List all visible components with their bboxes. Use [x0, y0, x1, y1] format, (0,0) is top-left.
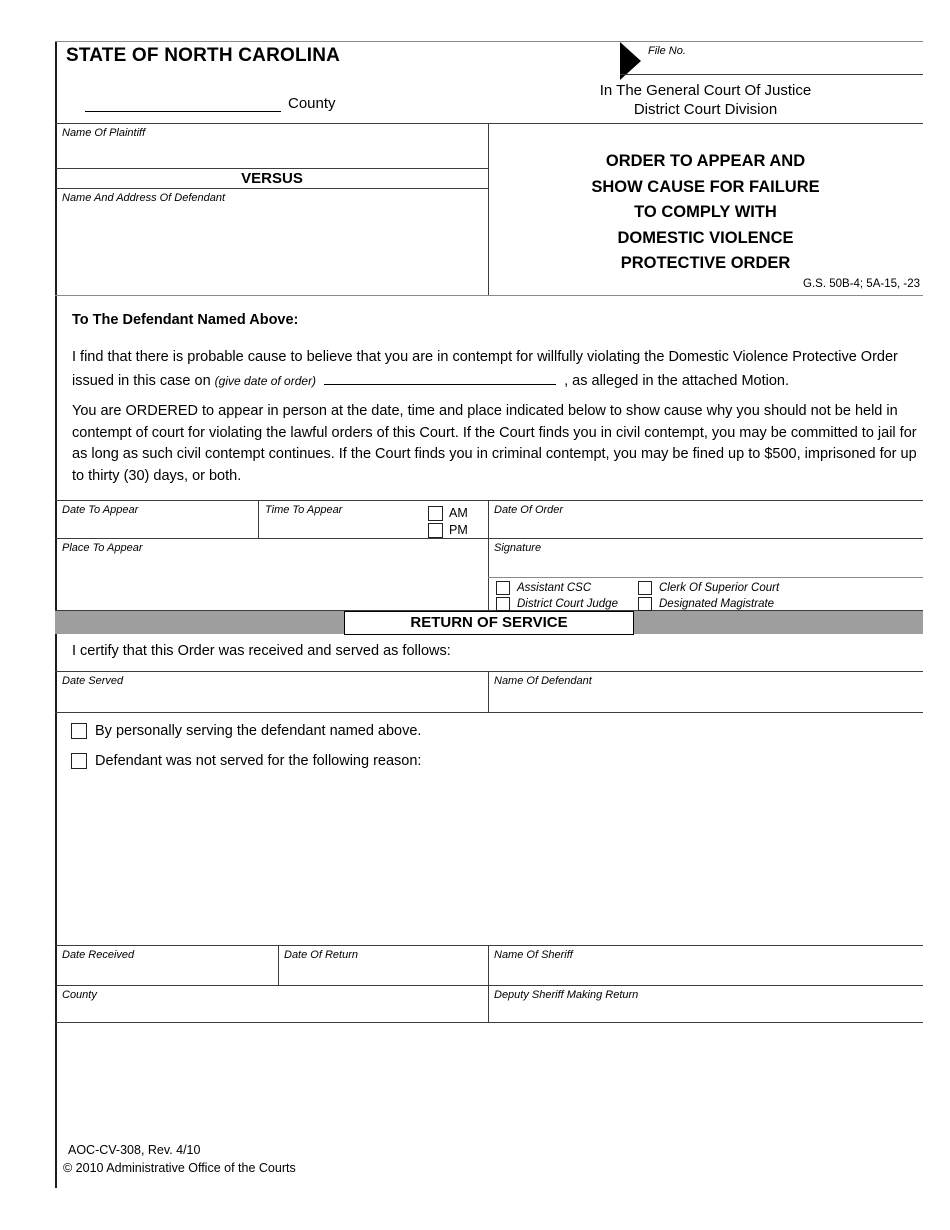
form-title-line: DOMESTIC VIOLENCE [617, 228, 794, 247]
form-number: AOC-CV-308, Rev. 4/10 [68, 1143, 201, 1157]
statute-citation: G.S. 50B-4; 5A-15, -23 [803, 278, 920, 290]
am-checkbox[interactable] [428, 506, 443, 521]
date-served-label: Date Served [62, 675, 124, 687]
defendant-label: Name And Address Of Defendant [62, 192, 226, 204]
sheriff-county-label: County [62, 989, 97, 1001]
sheriff-divider-2 [488, 945, 489, 1022]
assistant-csc-checkbox[interactable] [496, 581, 510, 595]
district-court-judge-checkbox[interactable] [496, 597, 510, 611]
salutation: To The Defendant Named Above: [72, 312, 299, 328]
form-title-line: PROTECTIVE ORDER [620, 254, 791, 272]
date-to-appear-field[interactable] [57, 516, 255, 536]
file-no-underline [620, 74, 923, 75]
paragraph-ordered: You are ORDERED to appear in person at the date, time and place indicated below to show cause why you should not be held in contempt of court for violating the lawful orders of this Court. If the Court finds you in civil contempt, you may be committed to jail for as long as such civil contempt continues. If the Court finds you in criminal contempt, you may be fined up to $500, imprisoned for up to thirty (30) days, or both. [72, 403, 917, 484]
rule-caption-bottom [55, 295, 923, 296]
assistant-csc-label: Assistant CSC [517, 582, 592, 594]
date-served-field[interactable] [57, 688, 485, 710]
date-of-return-label: Date Of Return [284, 949, 358, 961]
form-title-line: SHOW CAUSE FOR FAILURE [591, 177, 820, 196]
date-received-label: Date Received [62, 949, 135, 961]
rule-sheriff-bottom [55, 1022, 923, 1023]
return-of-service-bar [55, 611, 923, 634]
served-divider [488, 671, 489, 712]
date-received-field[interactable] [57, 962, 275, 983]
rule-sheriff-mid [55, 985, 923, 986]
clerk-superior-court-label: Clerk Of Superior Court [659, 582, 780, 594]
rule-sheriff-top [55, 945, 923, 946]
form-title-line: ORDER TO APPEAR AND [605, 152, 806, 170]
designated-magistrate-label: Designated Magistrate [659, 598, 775, 610]
designated-magistrate-checkbox[interactable] [638, 597, 652, 611]
not-served-label: Defendant was not served for the following reason: [95, 753, 422, 769]
plaintiff-label: Name Of Plaintiff [62, 127, 146, 139]
place-to-appear-label: Place To Appear [62, 542, 143, 554]
return-of-service-title: RETURN OF SERVICE [344, 611, 634, 635]
copyright: © 2010 Administrative Office of the Courts [63, 1161, 296, 1175]
clerk-superior-court-checkbox[interactable] [638, 581, 652, 595]
form-title-line: TO COMPLY WITH [634, 203, 777, 221]
district-court-judge-label: District Court Judge [517, 598, 618, 610]
date-of-order-label: Date Of Order [494, 504, 564, 516]
name-of-sheriff-field[interactable] [491, 962, 919, 983]
versus-row: VERSUS [56, 168, 488, 189]
appear-divider-2 [488, 500, 489, 610]
time-to-appear-field[interactable] [261, 516, 421, 536]
date-of-return-field[interactable] [281, 962, 485, 983]
rule-top [55, 41, 923, 42]
para1-text: I find that there is probable cause to believe that you are in contempt for willfully violating the Domestic Violence Protective Order issued in this case on [72, 349, 898, 389]
court-line2: District Court Division [633, 101, 778, 118]
rule-served-bottom [55, 712, 923, 713]
file-no-field[interactable] [648, 56, 918, 73]
caption-center-divider [488, 123, 489, 295]
name-of-sheriff-label: Name Of Sheriff [494, 949, 573, 961]
place-to-appear-field[interactable] [57, 555, 485, 607]
signature-field[interactable] [491, 554, 919, 576]
plaintiff-field[interactable] [57, 140, 485, 166]
rule-caption-top [55, 123, 923, 124]
para1-hint: (give date of order) [214, 373, 317, 388]
para1-text-after: , as alleged in the attached Motion. [564, 372, 790, 389]
pm-label: PM [449, 523, 468, 537]
file-no-label: File No. [648, 45, 686, 57]
time-to-appear-label: Time To Appear [265, 504, 343, 516]
signature-label: Signature [494, 542, 542, 554]
appear-divider-1 [258, 500, 259, 538]
rule-appear-top [55, 500, 923, 501]
rule-served-top [55, 671, 923, 672]
sheriff-divider-1 [278, 945, 279, 985]
court-line1: In The General Court Of Justice [599, 82, 812, 99]
state-title: STATE OF NORTH CAROLINA [66, 45, 341, 66]
form-title [492, 149, 919, 277]
pm-checkbox[interactable] [428, 523, 443, 538]
date-of-order-fill-line[interactable] [324, 369, 556, 385]
deputy-sheriff-field[interactable] [491, 1001, 919, 1020]
date-to-appear-label: Date To Appear [62, 504, 139, 516]
signature-underline [488, 577, 923, 578]
am-label: AM [449, 506, 468, 520]
court-division-heading [488, 81, 923, 119]
name-of-defendant-label: Name Of Defendant [494, 675, 592, 687]
served-personally-checkbox[interactable] [71, 723, 87, 739]
deputy-sheriff-label: Deputy Sheriff Making Return [494, 989, 639, 1001]
county-input-line[interactable] [85, 95, 281, 112]
paragraph-probable-cause [72, 347, 920, 392]
rule-appear-mid [55, 538, 923, 539]
certify-text: I certify that this Order was received and served as follows: [72, 643, 451, 659]
defendant-field[interactable] [57, 206, 485, 292]
county-label: County [288, 95, 336, 112]
served-personally-label: By personally serving the defendant named above. [95, 723, 422, 739]
not-served-reason-field[interactable] [71, 775, 919, 940]
sheriff-county-field[interactable] [57, 1001, 485, 1020]
not-served-checkbox[interactable] [71, 753, 87, 769]
date-of-order-field[interactable] [491, 516, 919, 536]
name-of-defendant-field[interactable] [491, 688, 919, 710]
